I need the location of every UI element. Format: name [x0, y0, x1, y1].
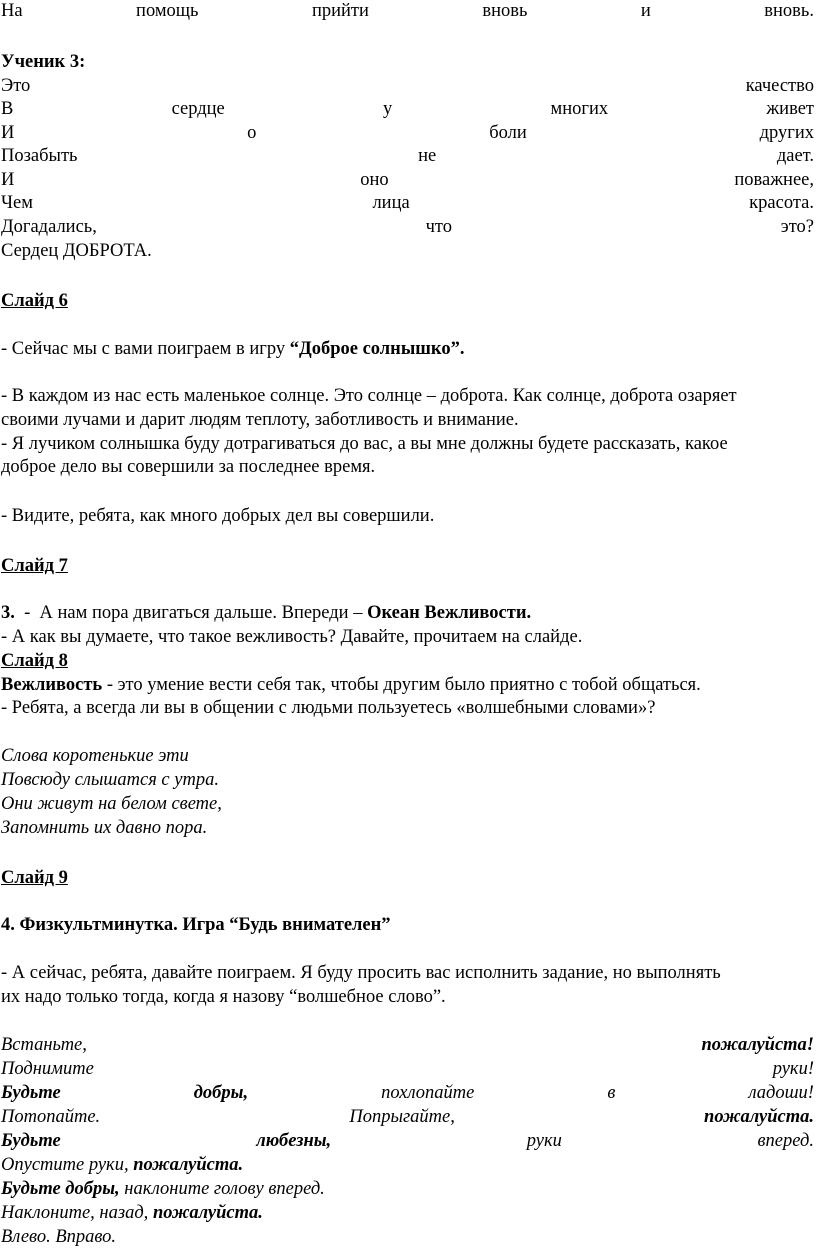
paragraph: [1, 338, 814, 360]
word: поважнее,: [734, 170, 814, 190]
word: вперед.: [757, 1131, 814, 1151]
paragraph-line: - Ребята, а всегда ли вы в общении с людьми пользуетесь «волшебными словами»?: [1, 698, 656, 718]
bold-text: Океан Вежливости.: [367, 603, 532, 623]
word: руки: [526, 1131, 562, 1151]
word: И: [1, 170, 15, 190]
word: Это: [1, 76, 31, 96]
poem-line: Запомнить их давно пора.: [1, 818, 208, 838]
game-line: Влево. Вправо.: [1, 1227, 117, 1247]
word: Поднимите: [1, 1059, 94, 1079]
word: прийти: [311, 1, 369, 21]
game-line: [1, 1058, 814, 1080]
word: Потопайте.: [1, 1107, 101, 1127]
word: многих: [550, 99, 609, 119]
magic-word: Будьте: [1, 1131, 61, 1151]
poem-line: Повсюду слышатся с утра.: [1, 770, 219, 790]
paragraph-line: доброе дело вы совершили за последнее время.: [1, 457, 376, 477]
word: и: [640, 1, 651, 21]
game-line: [1, 1034, 814, 1056]
word: у: [383, 99, 393, 119]
slide-heading: Слайд 8: [1, 651, 68, 671]
poem-line: [1, 169, 814, 191]
paragraph-line: своими лучами и дарит людям теплоту, заботливость и внимание.: [1, 410, 519, 430]
word: вновь.: [764, 1, 814, 21]
game-line: [1, 1130, 814, 1152]
word: что: [425, 217, 453, 237]
poem-line: [1, 145, 814, 167]
word: оно: [360, 170, 389, 190]
word: И: [1, 123, 15, 143]
paragraph-line: - А как вы думаете, что такое вежливость? Давайте, прочитаем на слайде.: [1, 627, 583, 647]
text: наклоните голову вперед.: [119, 1179, 325, 1199]
word: похлопайте: [381, 1083, 475, 1103]
magic-word: пожалуйста.: [704, 1107, 814, 1127]
magic-word: пожалуйста!: [701, 1035, 814, 1055]
word: вновь: [482, 1, 528, 21]
paragraph-line: - Я лучиком солнышка буду дотрагиваться до вас, а вы мне должны будете рассказать, какое: [1, 434, 728, 454]
word: На: [1, 1, 23, 21]
word: качество: [745, 76, 814, 96]
word: В: [1, 99, 14, 119]
poem-line: [1, 0, 814, 22]
poem-line: [1, 75, 814, 97]
slide-heading: Слайд 6: [1, 291, 68, 311]
student-label: Ученик 3:: [1, 52, 86, 72]
word: дает.: [776, 146, 814, 166]
paragraph-line: - Видите, ребята, как много добрых дел вы совершили.: [1, 506, 435, 526]
slide-heading: Слайд 9: [1, 868, 68, 888]
magic-word: Будьте: [1, 1083, 61, 1103]
paragraph-line: их надо только тогда, когда я назову “волшебное слово”.: [1, 987, 446, 1007]
section-number: 3.: [1, 603, 15, 623]
word: других: [759, 123, 814, 143]
text: Наклоните, назад,: [1, 1203, 153, 1223]
poem-line: [1, 98, 814, 120]
magic-word: пожалуйста.: [152, 1203, 263, 1223]
game-title: “Доброе солнышко”.: [289, 339, 465, 359]
word: Попрыгайте,: [349, 1107, 455, 1127]
word: не: [418, 146, 437, 166]
word: Позабыть: [1, 146, 78, 166]
section-title: 4. Физкультминутка. Игра “Будь внимателен”: [1, 915, 391, 935]
poem-line: [1, 122, 814, 144]
word: Встаньте,: [1, 1035, 87, 1055]
poem-line: Они живут на белом свете,: [1, 794, 222, 814]
word: руки!: [772, 1059, 814, 1079]
game-line: [1, 1106, 814, 1128]
paragraph: [1, 602, 814, 624]
word: Догадались,: [1, 217, 97, 237]
word: красота.: [749, 193, 814, 213]
word: ладоши!: [748, 1083, 814, 1103]
term: Вежливость: [1, 675, 103, 695]
magic-word: Будьте добры,: [1, 1179, 120, 1199]
magic-word: пожалуйста.: [133, 1155, 244, 1175]
definition: [1, 674, 814, 696]
word: живет: [766, 99, 814, 119]
word: сердце: [171, 99, 225, 119]
text: Опустите руки,: [1, 1155, 134, 1175]
word: боли: [489, 123, 527, 143]
text: - Сейчас мы с вами поиграем в игру: [1, 339, 290, 359]
paragraph-line: - В каждом из нас есть маленькое солнце. Это солнце – доброта. Как солнце, доброта озаряет: [1, 386, 737, 406]
word: в: [607, 1083, 616, 1103]
game-line: [1, 1082, 814, 1104]
magic-word: добры,: [193, 1083, 249, 1103]
poem-line: [1, 216, 814, 238]
word: помощь: [136, 1, 199, 21]
paragraph-line: - А сейчас, ребята, давайте поиграем. Я буду просить вас исполнить задание, но выполнять: [1, 963, 721, 983]
word: Чем: [1, 193, 33, 213]
word: о: [247, 123, 257, 143]
word: это?: [780, 217, 814, 237]
game-line: [1, 1154, 814, 1176]
poem-line: [1, 192, 814, 214]
magic-word: любезны,: [256, 1131, 332, 1151]
poem-line: Слова коротенькие эти: [1, 746, 189, 766]
game-line: [1, 1202, 814, 1224]
game-line: [1, 1178, 814, 1200]
text: - это умение вести себя так, чтобы другим было приятно с тобой общаться.: [102, 675, 701, 695]
slide-heading: Слайд 7: [1, 556, 68, 576]
word: лица: [372, 193, 410, 213]
text: - А нам пора двигаться дальше. Впереди –: [14, 603, 368, 623]
poem-line: Сердец ДОБРОТА.: [1, 241, 152, 261]
